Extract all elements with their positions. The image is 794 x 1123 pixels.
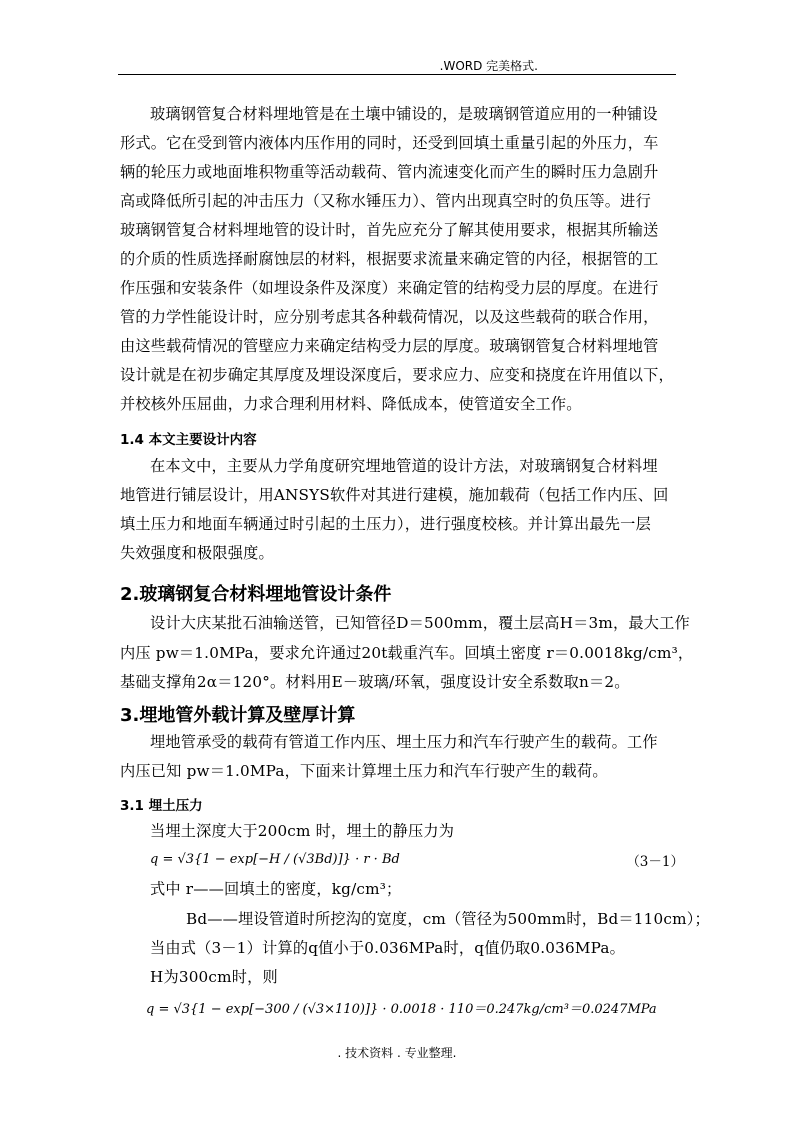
sec31-line: H为300cm时，则 xyxy=(150,968,278,986)
section-3-1-heading: 3.1 埋土压力 xyxy=(120,798,203,814)
sec2-line: 设计大庆某批石油输送管，已知管径D＝500mm，覆土层高H＝3m，最大工作 xyxy=(150,614,690,632)
intro-line: 的介质的性质选择耐腐蚀层的材料，根据要求流量来确定管的内径，根据管的工 xyxy=(120,250,659,268)
intro-line: 玻璃钢管复合材料埋地管的设计时，首先应充分了解其使用要求，根据其所输送 xyxy=(120,221,659,239)
intro-line: 辆的轮压力或地面堆积物重等活动载荷、管内流速变化而产生的瞬时压力急剧升 xyxy=(120,163,659,181)
section-2-heading: 2.玻璃钢复合材料埋地管设计条件 xyxy=(120,584,392,605)
intro-line: 并校核外压屈曲，力求合理利用材料、降低成本，使管道安全工作。 xyxy=(120,395,582,413)
formula-3-1: q = √3{1 − exp[−H / (√3Bd)]} · r · Bd xyxy=(150,852,400,867)
sec14-line: 在本文中，主要从力学角度研究埋地管道的设计方法，对玻璃钢复合材料埋 xyxy=(150,457,658,475)
page-footer: . 技术资料 . 专业整理. xyxy=(337,1046,457,1060)
intro-line: 玻璃钢管复合材料埋地管是在土壤中铺设的，是玻璃钢管道应用的一种铺设 xyxy=(150,105,658,123)
sec2-line: 内压 pw＝1.0MPa，要求允许通过20t载重汽车。回填土密度 r＝0.0018kg/cm³， xyxy=(120,644,694,662)
where-r: 式中 r——回填土的密度，kg/cm³； xyxy=(150,880,402,898)
sec3-line: 埋地管承受的载荷有管道工作内压、埋土压力和汽车行驶产生的载荷。工作 xyxy=(150,733,658,751)
intro-line: 由这些载荷情况的管壁应力来确定结构受力层的厚度。玻璃钢管复合材料埋地管 xyxy=(120,337,659,355)
intro-line: 作压强和安装条件（如埋设条件及深度）来确定管的结构受力层的厚度。在进行 xyxy=(120,279,659,297)
sec31-line: 当由式（3－1）计算的q值小于0.036MPa时，q值仍取0.036MPa。 xyxy=(150,939,625,957)
formula-q-value: q = √3{1 − exp[−300 / (√3×110)]} · 0.0018 · 110＝0.247kg/cm³＝0.0247MPa xyxy=(146,1002,657,1017)
intro-line: 形式。它在受到管内液体内压作用的同时，还受到回填土重量引起的外压力，车 xyxy=(120,134,659,152)
sec3-line: 内压已知 pw＝1.0MPa，下面来计算埋土压力和汽车行驶产生的载荷。 xyxy=(120,762,608,780)
sec14-line: 失效强度和极限强度。 xyxy=(120,544,274,562)
section-3-heading: 3.埋地管外载计算及壁厚计算 xyxy=(120,705,356,726)
section-1-4-heading: 1.4 本文主要设计内容 xyxy=(120,432,257,448)
header-text: .WORD 完美格式. xyxy=(439,59,538,73)
intro-line: 设计就是在初步确定其厚度及埋设深度后，要求应力、应变和挠度在许用值以下， xyxy=(120,366,674,384)
intro-line: 高或降低所引起的冲击压力（又称水锤压力）、管内出现真空时的负压等。进行 xyxy=(120,192,651,210)
sec31-line: 当埋土深度大于200cm 时，埋土的静压力为 xyxy=(150,822,455,840)
equation-number: （3－1） xyxy=(626,854,684,870)
sec2-line: 基础支撑角2α＝120°。材料用E－玻璃/环氧，强度设计安全系数取n＝2。 xyxy=(120,673,630,691)
sec14-line: 地管进行铺层设计，用ANSYS软件对其进行建模，施加载荷（包括工作内压、回 xyxy=(120,486,669,504)
page-header xyxy=(118,54,676,75)
intro-line: 管的力学性能设计时，应分别考虑其各种载荷情况，以及这些载荷的联合作用， xyxy=(120,308,659,326)
sec14-line: 填土压力和地面车辆通过时引起的土压力），进行强度校核。并计算出最先一层 xyxy=(120,515,651,533)
where-bd: Bd——埋设管道时所挖沟的宽度，cm（管径为500mm时，Bd＝110cm）； xyxy=(186,910,710,928)
